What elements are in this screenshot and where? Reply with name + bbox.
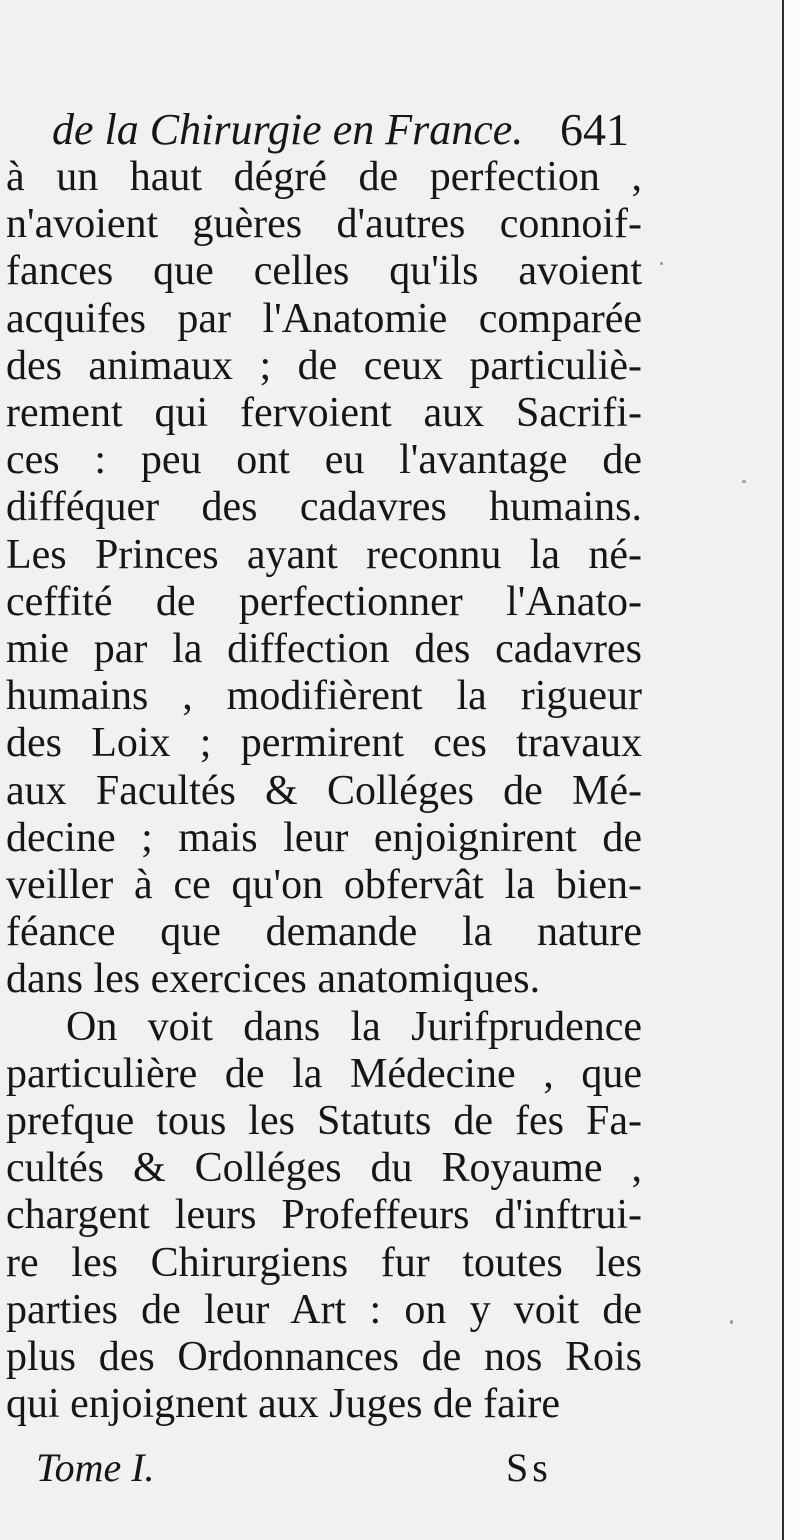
text-line: decine ; mais leur enjoignirent de [6,814,642,861]
text-line: des Loix ; permirent ces travaux [6,720,642,767]
text-line: féance que demande la nature [6,909,642,956]
gathering-signature: Ss [506,1445,552,1490]
page-number: 641 [560,104,629,155]
paper-speck [660,262,663,265]
running-title: de la Chirurgie en France. [52,105,524,154]
text-line: ces : peu ont eu l'avantage de [6,437,642,484]
page-edge [782,0,800,1540]
text-line: veiller à ce qu'on obfervât la bien- [6,862,642,908]
text-line: acquifes par l'Anatomie comparée [6,295,642,342]
text-line: fances que celles qu'ils avoient [6,248,642,295]
text-line: dans les exercices anatomiques. [6,956,541,1003]
text-line: qui enjoignent aux Juges de faire [6,1381,560,1428]
text-line: On voit dans la Jurifprudence [66,1003,642,1050]
text-line: prefque tous les Statuts de fes Fa- [6,1098,642,1144]
text-line: re les Chirurgiens fur toutes les [6,1239,642,1286]
text-line: Les Princes ayant reconnu la né- [6,531,642,578]
text-line: difféquer des cadavres humains. [6,484,642,531]
text-line: humains , modifièrent la rigueur [6,673,642,720]
text-line: mie par la diffection des cadavres [6,626,642,672]
text-line: plus des Ordonnances de nos Rois [6,1334,642,1380]
text-line: aux Facultés & Colléges de Mé- [6,767,642,814]
volume-label: Tome I. [36,1445,155,1490]
text-line: rement qui fervoient aux Sacrifi- [6,390,642,436]
text-line: à un haut dégré de perfection , [6,154,642,200]
text-line: ceffité de perfectionner l'Anato- [6,578,642,625]
paper-speck [730,1320,733,1324]
text-line: cultés & Colléges du Royaume , [6,1145,642,1192]
text-line: parties de leur Art : on y voit de [6,1286,642,1333]
text-line: des animaux ; de ceux particuliè- [6,342,642,389]
paper-speck [742,480,746,483]
text-line: n'avoient guères d'autres connoif- [6,201,642,248]
running-header [0,100,800,160]
text-line: chargent leurs Profeffeurs d'inftrui- [6,1192,642,1239]
text-line: particulière de la Médecine , que [6,1050,642,1097]
page-footer [0,1440,800,1500]
